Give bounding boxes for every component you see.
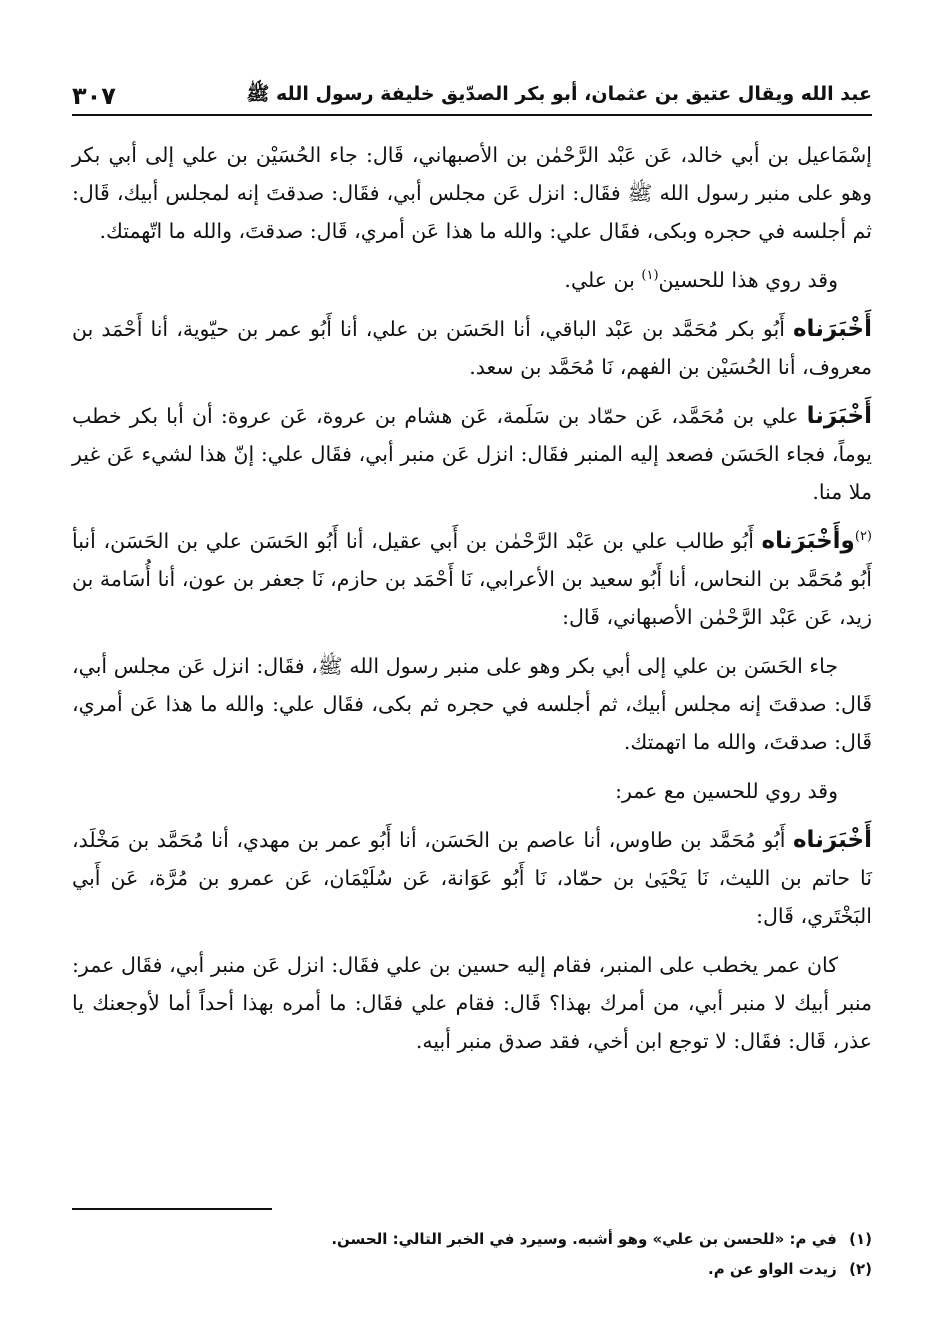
paragraph-4 bbox=[72, 397, 872, 511]
footnote-number: (٢) bbox=[849, 1260, 872, 1278]
paragraph-text: وقد روي للحسين مع عمر: bbox=[615, 779, 838, 803]
paragraph-8 bbox=[72, 821, 872, 935]
footnote-2 bbox=[72, 1254, 872, 1284]
isnad-keyword: أَخْبَرَناه bbox=[792, 316, 872, 342]
paragraph-text: علي بن مُحَمَّد، عَن حمّاد بن سَلَمة، عَن هشام بن عروة، عَن عروة: أن أبا بكر خطب يوماً، فجاء الحَسَن فصعد إليه المنبر فقَال: انزل عَن منبر أبي، فقَال علي: إنّ هذا لشيء عَن غير ملا منا. bbox=[72, 404, 872, 504]
footnote-ref-1[interactable]: (١) bbox=[641, 268, 659, 284]
isnad-keyword: وأَخْبَرَناه bbox=[761, 528, 855, 554]
paragraph-7 bbox=[72, 772, 872, 810]
paragraph-text: أَبُو بكر مُحَمَّد بن عَبْد الباقي، أنا الحَسَن بن علي، أنا أَبُو عمر بن حيّوية، أنا أَحْمَد بن معروف، أنا الحُسَيْن بن الفهم، نَا مُحَمَّد بن سعد. bbox=[72, 317, 872, 379]
paragraph-6 bbox=[72, 647, 872, 761]
paragraph-3 bbox=[72, 310, 872, 386]
running-head: عبد الله ويقال عتيق بن عثمان، أبو بكر الصدّيق خليفة رسول الله ﷺ bbox=[246, 83, 872, 105]
footnote-text: في م: «للحسن بن علي» وهو أشبه. وسيرد في الخبر التالي: الحسن. bbox=[331, 1230, 837, 1248]
page-number: ٣٠٧ bbox=[72, 82, 116, 110]
paragraph-text: بن علي. bbox=[564, 268, 642, 292]
page-header bbox=[72, 68, 872, 116]
footnote-divider bbox=[72, 1208, 272, 1210]
footnote-1 bbox=[72, 1224, 872, 1254]
page bbox=[72, 68, 872, 1071]
paragraph-text: كان عمر يخطب على المنبر، فقام إليه حسين بن علي فقَال: انزل عَن منبر أبي، فقَال عمر: منبر أبيك لا منبر أبي، من أمرك بهذا؟ قَال: فقام علي فقَال: ما أمره بهذا أحداً أما لأوجعنك يا عذر، قَال: فقَال: لا توجع ابن أخي، فقد صدق منبر أبيه. bbox=[72, 953, 872, 1053]
isnad-keyword: أَخْبَرَناه bbox=[792, 827, 872, 853]
paragraph-text: إسْمَاعيل بن أبي خالد، عَن عَبْد الرَّحْمٰن بن الأصبهاني، قَال: جاء الحُسَيْن بن علي إلى أبي بكر وهو على منبر رسول الله ﷺ فقَال: انزل عَن مجلس أبي، فقَال: صدقتَ إنه لمجلس أبيك، قَال: ثم أجلسه في حجره وبكى، فقَال علي: والله ما هذا عَن أمري، قَال: صدقتَ، والله ما اتّهمتك. bbox=[72, 143, 872, 243]
isnad-keyword: أَخْبَرَنا bbox=[806, 403, 872, 429]
paragraph-text: جاء الحَسَن بن علي إلى أبي بكر وهو على منبر رسول الله ﷺ، فقَال: انزل عَن مجلس أبي، قَال: صدقتَ إنه مجلس أبيك، ثم أجلسه في حجره ثم بكى، فقَال علي: والله ما هذا عَن أمري، قَال: صدقتَ، والله ما اتهمتك. bbox=[72, 654, 872, 754]
main-text bbox=[72, 136, 872, 1060]
footnote-ref-2[interactable]: (٢) bbox=[854, 529, 872, 545]
paragraph-text: وقد روي هذا للحسين bbox=[658, 268, 838, 292]
paragraph-2 bbox=[72, 261, 872, 299]
paragraph-text: أَبُو طالب علي بن عَبْد الرَّحْمٰن بن أَبي عقيل، أنا أَبُو الحَسَن علي بن الحَسَن، أنبأ أَبُو مُحَمَّد بن النحاس، أنا أَبُو سعيد بن الأعرابي، نَا أَحْمَد بن حازم، نَا جعفر بن عون، أنا أُسَامة بن زيد، عَن عَبْد الرَّحْمٰن الأصبهاني، قَال: bbox=[72, 529, 872, 629]
paragraph-9 bbox=[72, 946, 872, 1060]
footnotes bbox=[72, 1224, 872, 1284]
paragraph-5 bbox=[72, 522, 872, 636]
paragraph-1 bbox=[72, 136, 872, 250]
footnote-text: زيدت الواو عن م. bbox=[708, 1260, 837, 1278]
footnote-number: (١) bbox=[849, 1230, 872, 1248]
paragraph-text: أَبُو مُحَمَّد بن طاوس، أنا عاصم بن الحَسَن، أنا أَبُو عمر بن مهدي، أنا مُحَمَّد بن مَخْلَد، نَا حاتم بن الليث، نَا يَحْيَىٰ بن حمّاد، نَا أَبُو عَوَانة، عَن سُلَيْمَان، عَن عمرو بن مُرَّة، عَن أَبي البَخْتَري، قَال: bbox=[72, 828, 872, 928]
